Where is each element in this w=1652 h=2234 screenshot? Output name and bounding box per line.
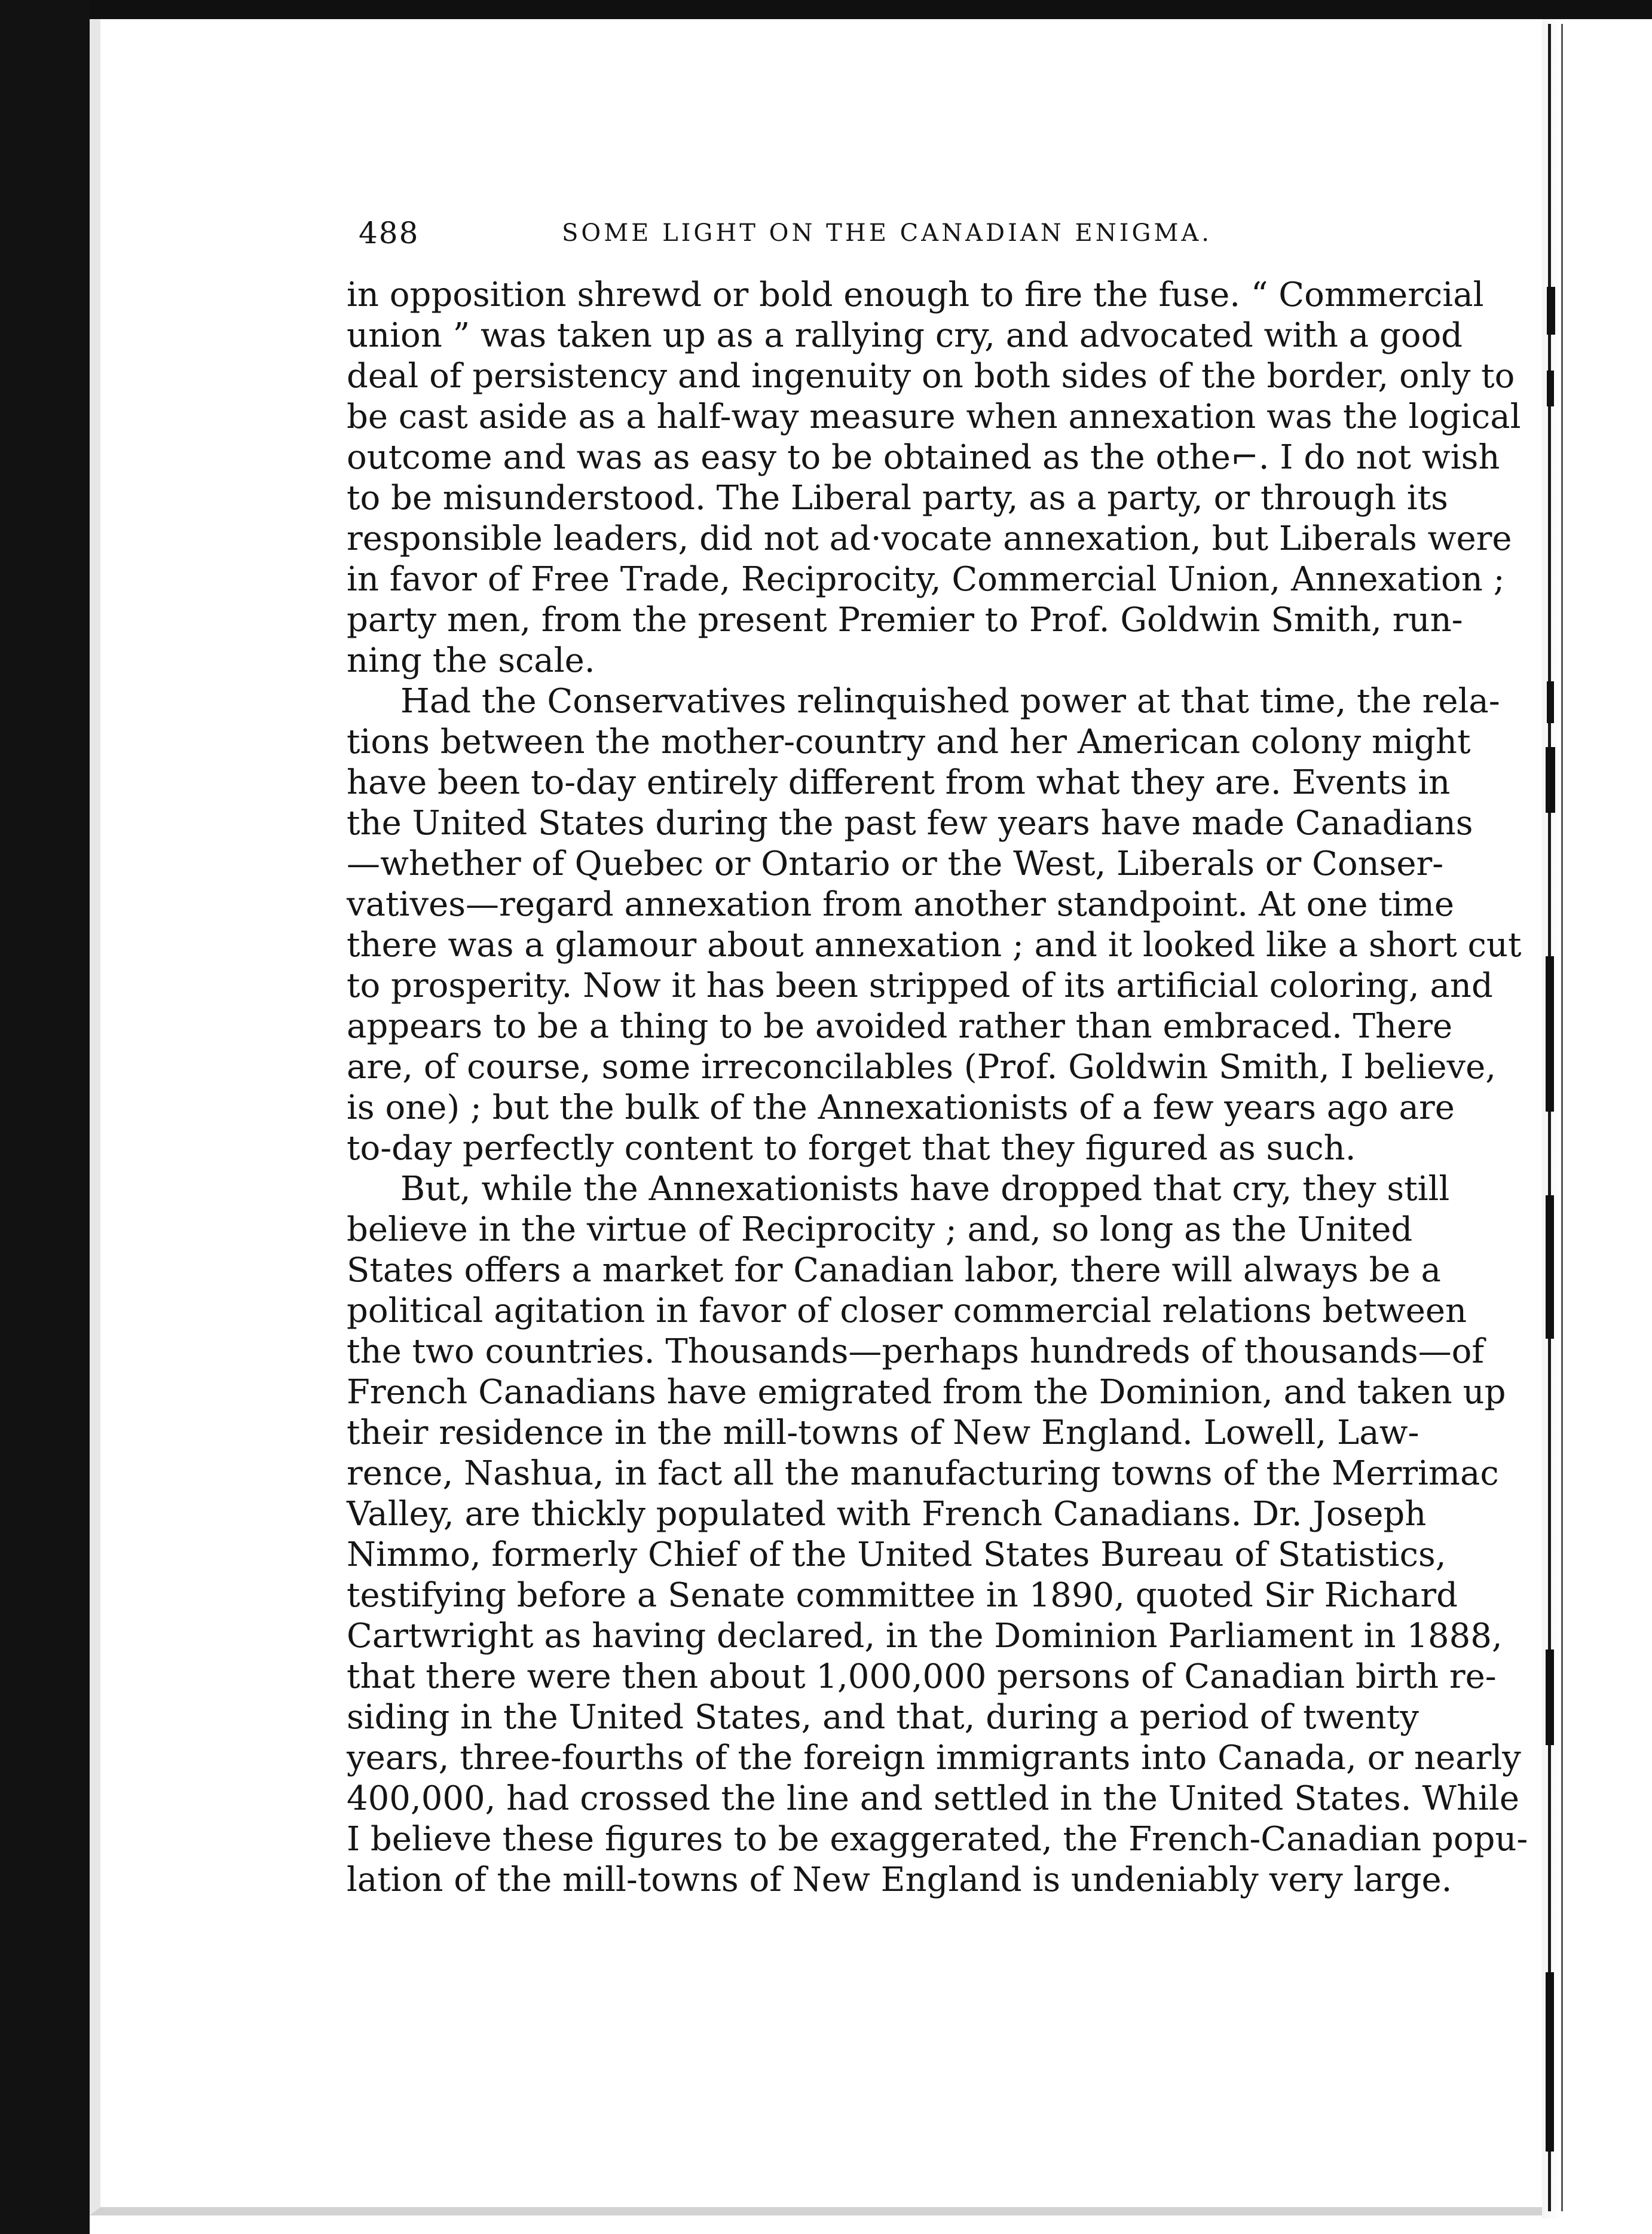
- fore-edge-mark: [1546, 1195, 1554, 1339]
- paragraph: [347, 1169, 1528, 1901]
- running-head: [359, 203, 1375, 263]
- paragraph: [347, 681, 1522, 1169]
- text-line: outcome and was as easy to be obtained as the othe⌐. I do not wish: [347, 438, 1500, 477]
- fore-edge-line: [1548, 24, 1551, 2211]
- body-text: [347, 275, 1528, 1901]
- text-line: the United States during the past few years have made Canadians: [347, 804, 1473, 843]
- fore-edge-mark: [1547, 681, 1554, 723]
- text-line: ning the scale.: [347, 641, 595, 680]
- text-line: years, three-fourths of the foreign immigrants into Canada, or nearly: [347, 1739, 1521, 1777]
- text-line: But, while the Annexationists have dropped that cry, they still: [400, 1170, 1450, 1208]
- fore-edge-mark: [1546, 956, 1554, 1112]
- text-line: in favor of Free Trade, Reciprocity, Commercial Union, Annexation ;: [347, 560, 1505, 599]
- text-line: vatives—regard annexation from another standpoint. At one time: [347, 885, 1455, 924]
- text-line: to prosperity. Now it has been stripped of its artificial coloring, and: [347, 966, 1493, 1005]
- text-line: Had the Conservatives relinquished power at that time, the rela-: [400, 682, 1500, 721]
- text-line: deal of persistency and ingenuity on both sides of the border, only to: [347, 357, 1515, 396]
- text-line: tions between the mother-country and her American colony might: [347, 723, 1471, 761]
- fore-edge-mark: [1547, 371, 1554, 406]
- text-line: appears to be a thing to be avoided rather than embraced. There: [347, 1007, 1453, 1046]
- text-line: union ” was taken up as a rallying cry, and advocated with a good: [347, 316, 1463, 355]
- text-line: have been to-day entirely different from what they are. Events in: [347, 763, 1451, 802]
- running-title: SOME LIGHT ON THE CANADIAN ENIGMA.: [562, 219, 1213, 247]
- text-line: lation of the mill-towns of New England is undeniably very large.: [347, 1860, 1452, 1899]
- text-line: I believe these figures to be exaggerated, the French-Canadian popu-: [347, 1820, 1528, 1859]
- fore-edge-mark: [1546, 1972, 1554, 2152]
- fore-edge-mark: [1546, 747, 1555, 813]
- text-line: the two countries. Thousands—perhaps hundreds of thousands—of: [347, 1332, 1485, 1371]
- paragraph: [347, 275, 1521, 681]
- text-line: testifying before a Senate committee in 1890, quoted Sir Richard: [347, 1576, 1458, 1615]
- text-line: French Canadians have emigrated from the Dominion, and taken up: [347, 1373, 1506, 1412]
- text-line: siding in the United States, and that, during a period of twenty: [347, 1698, 1419, 1737]
- text-line: States offers a market for Canadian labor, there will always be a: [347, 1251, 1441, 1290]
- text-line: in opposition shrewd or bold enough to fire the fuse. “ Commercial: [347, 276, 1484, 314]
- book-fore-edge: [1542, 19, 1652, 2218]
- fore-edge-mark: [1547, 287, 1555, 335]
- text-line: believe in the virtue of Reciprocity ; and, so long as the United: [347, 1210, 1413, 1249]
- text-line: their residence in the mill-towns of New England. Lowell, Law-: [347, 1413, 1420, 1452]
- fore-edge-line-inner: [1561, 24, 1563, 2211]
- page-number: 488: [359, 216, 420, 250]
- text-line: are, of course, some irreconcilables (Prof. Goldwin Smith, I believe,: [347, 1048, 1497, 1087]
- text-line: party men, from the present Premier to Prof. Goldwin Smith, run-: [347, 601, 1463, 639]
- fore-edge-mark: [1546, 1650, 1554, 1745]
- text-line: that there were then about 1,000,000 persons of Canadian birth re-: [347, 1657, 1497, 1696]
- text-line: rence, Nashua, in fact all the manufacturing towns of the Merrimac: [347, 1454, 1499, 1493]
- text-line: there was a glamour about annexation ; and it looked like a short cut: [347, 926, 1522, 965]
- text-line: 400,000, had crossed the line and settled in the United States. While: [347, 1779, 1519, 1818]
- text-line: is one) ; but the bulk of the Annexationists of a few years ago are: [347, 1088, 1455, 1127]
- text-line: Nimmo, formerly Chief of the United States Bureau of Statistics,: [347, 1535, 1446, 1574]
- text-line: Cartwright as having declared, in the Dominion Parliament in 1888,: [347, 1617, 1503, 1655]
- text-line: responsible leaders, did not ad·vocate annexation, but Liberals were: [347, 519, 1512, 558]
- scan-background-left: [0, 0, 90, 2234]
- text-line: —whether of Quebec or Ontario or the West, Liberals or Conser-: [347, 844, 1444, 883]
- text-line: to be misunderstood. The Liberal party, as a party, or through its: [347, 479, 1448, 518]
- scan-background-top: [0, 0, 1652, 19]
- text-line: Valley, are thickly populated with French Canadians. Dr. Joseph: [347, 1495, 1427, 1534]
- text-line: political agitation in favor of closer commercial relations between: [347, 1292, 1467, 1330]
- text-line: to-day perfectly content to forget that they figured as such.: [347, 1129, 1356, 1168]
- text-line: be cast aside as a half-way measure when annexation was the logical: [347, 397, 1521, 436]
